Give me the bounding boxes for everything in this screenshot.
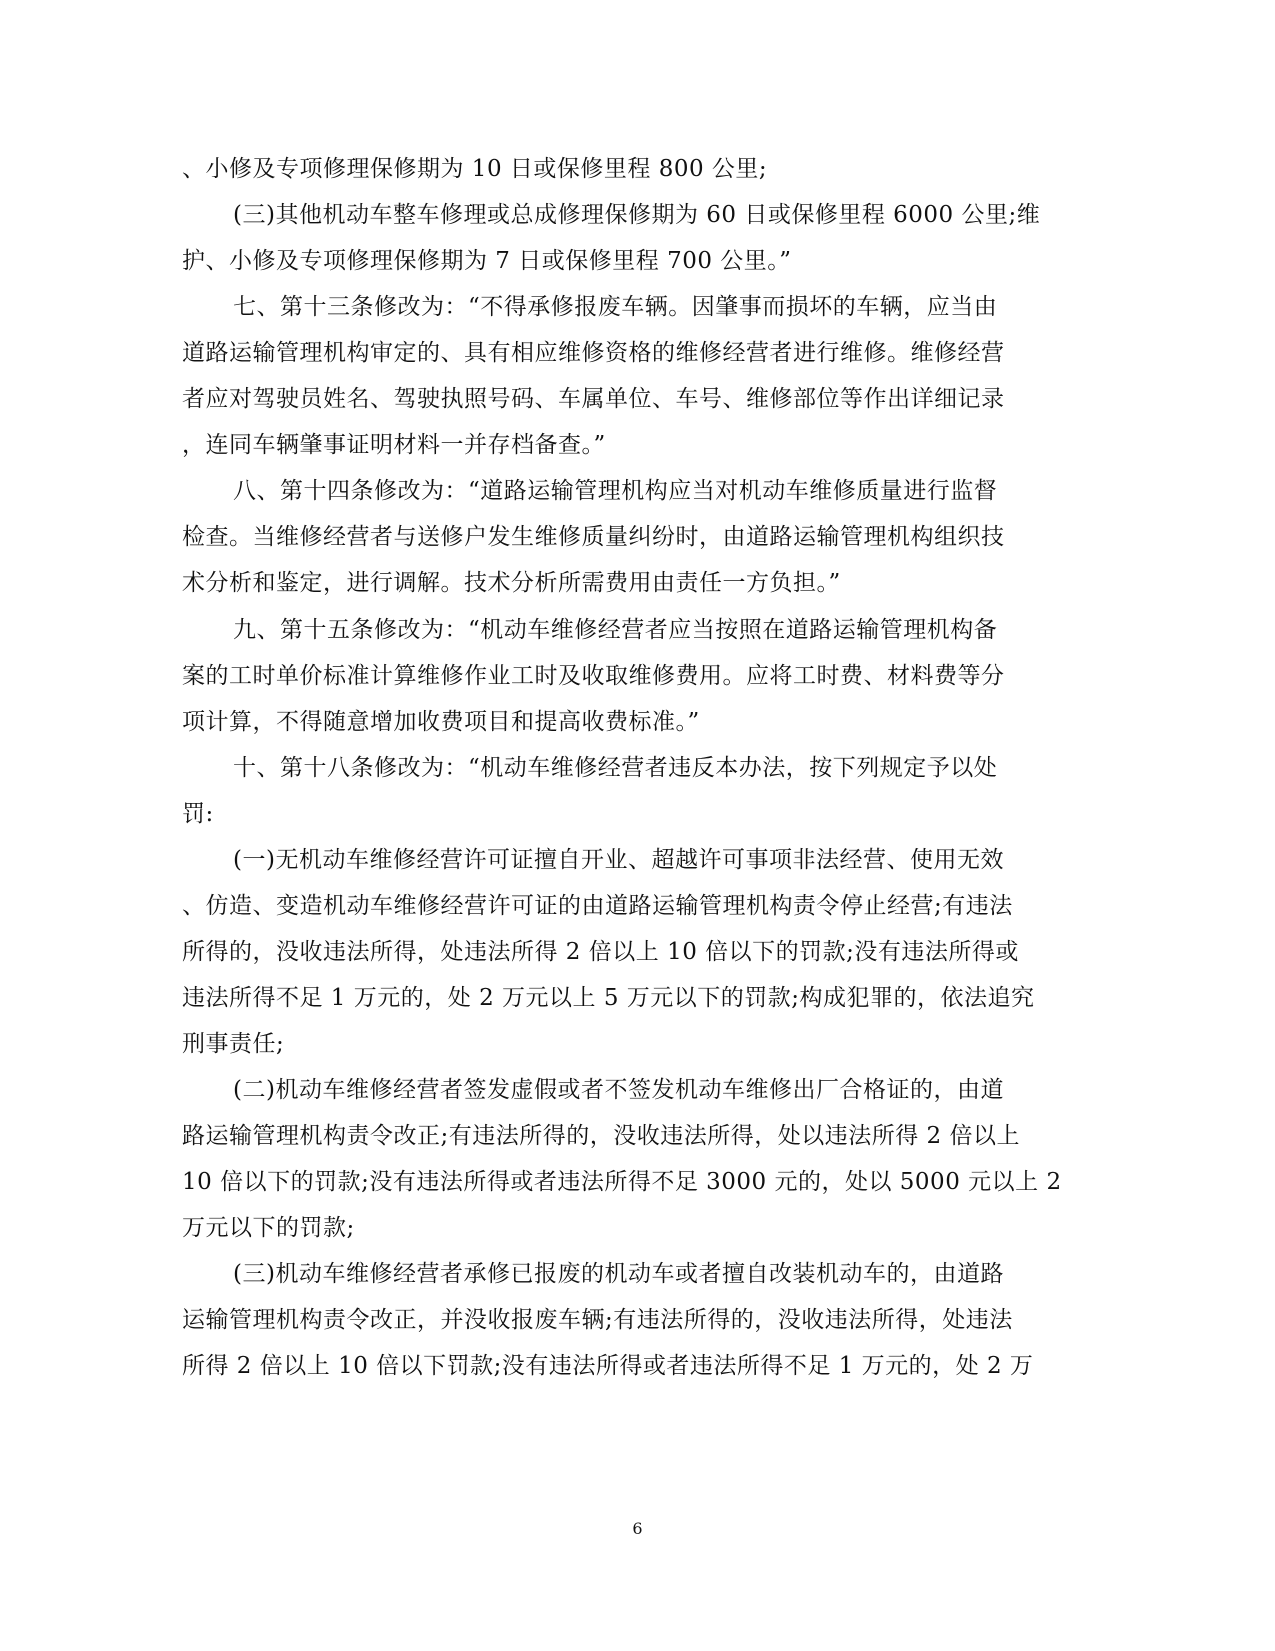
text-line: 路运输管理机构责令改正;有违法所得的，没收违法所得，处以违法所得 2 倍以上: [182, 1123, 1021, 1149]
text-line: 道路运输管理机构审定的、具有相应维修资格的维修经营者进行维修。维修经营: [182, 340, 1005, 366]
text-line: 术分析和鉴定，进行调解。技术分析所需费用由责任一方负担。”: [182, 570, 841, 596]
text-line: 案的工时单价标准计算维修作业工时及收取维修费用。应将工时费、材料费等分: [182, 663, 1005, 689]
text-line: 10 倍以下的罚款;没有违法所得或者违法所得不足 3000 元的，处以 5000 元以上 2: [182, 1169, 1062, 1195]
text-line: (三)机动车维修经营者承修已报废的机动车或者擅自改装机动车的，由道路: [233, 1261, 1004, 1287]
text-line: 所得的，没收违法所得，处违法所得 2 倍以上 10 倍以下的罚款;没有违法所得或: [182, 939, 1019, 965]
text-line: ，连同车辆肇事证明材料一并存档备查。”: [182, 432, 606, 458]
text-line: 万元以下的罚款;: [182, 1215, 355, 1241]
text-line: 罚:: [182, 801, 214, 827]
text-line: 九、第十五条修改为：“机动车维修经营者应当按照在道路运输管理机构备: [233, 617, 998, 643]
text-line: 、仿造、变造机动车维修经营许可证的由道路运输管理机构责令停止经营;有违法: [182, 893, 1013, 919]
text-line: 者应对驾驶员姓名、驾驶执照号码、车属单位、车号、维修部位等作出详细记录: [182, 386, 1005, 412]
text-line: 十、第十八条修改为：“机动车维修经营者违反本办法，按下列规定予以处: [233, 755, 998, 781]
text-line: 违法所得不足 1 万元的，处 2 万元以上 5 万元以下的罚款;构成犯罪的，依法追究: [182, 985, 1035, 1011]
text-line: 八、第十四条修改为：“道路运输管理机构应当对机动车维修质量进行监督: [233, 478, 998, 504]
text-line: 检查。当维修经营者与送修户发生维修质量纠纷时，由道路运输管理机构组织技: [182, 524, 1005, 550]
text-line: 护、小修及专项修理保修期为 7 日或保修里程 700 公里。”: [182, 248, 792, 274]
page-number: 6: [632, 1519, 643, 1538]
text-line: (三)其他机动车整车修理或总成修理保修期为 60 日或保修里程 6000 公里;维: [233, 202, 1041, 228]
text-line: 刑事责任;: [182, 1031, 285, 1057]
text-line: 、小修及专项修理保修期为 10 日或保修里程 800 公里;: [182, 156, 768, 182]
text-line: (二)机动车维修经营者签发虚假或者不签发机动车维修出厂合格证的，由道: [233, 1077, 1004, 1103]
text-line: 项计算，不得随意增加收费项目和提高收费标准。”: [182, 709, 700, 735]
text-line: 运输管理机构责令改正，并没收报废车辆;有违法所得的，没收违法所得，处违法: [182, 1307, 1013, 1333]
text-line: 七、第十三条修改为：“不得承修报废车辆。因肇事而损坏的车辆，应当由: [233, 294, 998, 320]
text-line: (一)无机动车维修经营许可证擅自开业、超越许可事项非法经营、使用无效: [233, 847, 1004, 873]
text-line: 所得 2 倍以上 10 倍以下罚款;没有违法所得或者违法所得不足 1 万元的，处 2 万: [182, 1353, 1034, 1379]
